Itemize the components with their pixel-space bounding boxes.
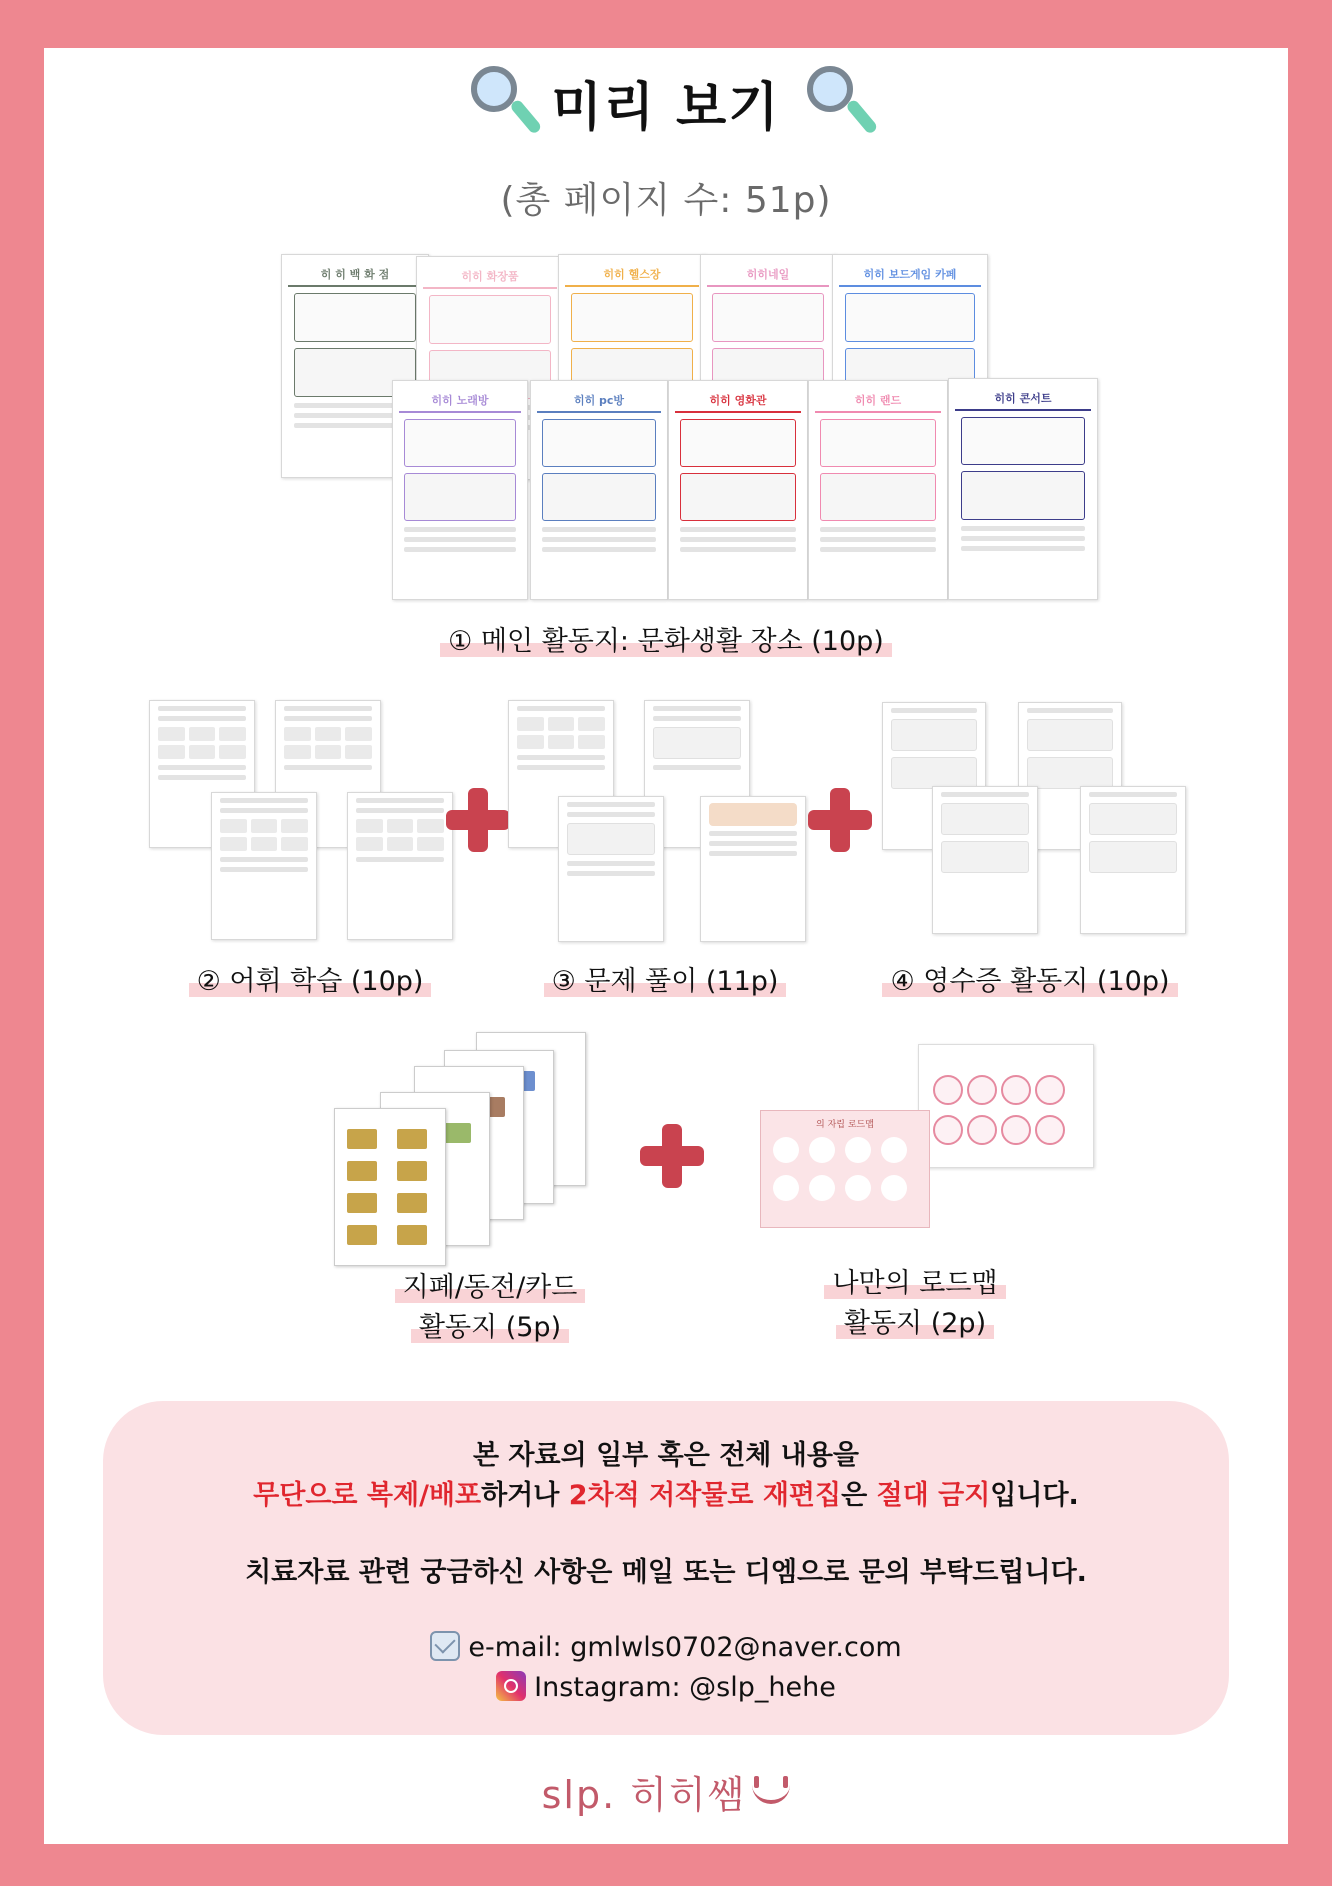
main-page-title: 히히 노래방 [399,389,521,413]
instagram-contact[interactable]: Instagram: @slp_hehe [103,1671,1229,1703]
receipt-page-thumbnail [932,786,1038,934]
main-page-title: 히 히 백 화 점 [288,263,422,287]
email-contact[interactable]: e-mail: gmlwls0702@naver.com [103,1631,1229,1663]
money-page-thumbnail [334,1108,446,1266]
plus-icon [640,1124,704,1188]
main-page-thumbnail [392,380,528,600]
smile-icon [752,1784,790,1804]
brand-signature: slp. 히히쌤 [0,1764,1332,1819]
page-title: 미리 보기 [551,77,781,138]
vocab-page-thumbnail [211,792,317,940]
magnifier-icon [803,62,865,142]
main-page-title: 히히 화장품 [423,265,557,289]
problem-page-thumbnail [558,796,664,942]
receipts-caption: ④ 영수증 활동지 (10p) [860,962,1200,1002]
main-page-title: 히히네일 [707,263,829,287]
main-page-title: 히히 pc방 [537,389,661,413]
roadmap-title: 의 자립 로드맵 [816,1120,874,1130]
plus-icon [446,788,510,852]
instagram-icon [496,1671,526,1701]
roadmap-caption: 나만의 로드맵 활동지 (2p) [790,1264,1040,1344]
roadmap-page-thumbnail [918,1044,1094,1168]
main-activity-caption: ① 메인 활동지: 문화생활 장소 (10p) [0,622,1332,662]
main-page-title: 히히 콘서트 [955,387,1091,411]
page-count-subtitle: (총 페이지 수: 51p) [500,180,832,221]
roadmap-page-thumbnail [760,1110,930,1228]
copyright-notice [103,1401,1229,1735]
main-page-thumbnail [948,378,1098,600]
main-page-thumbnail [808,380,948,600]
problems-caption: ③ 문제 풀이 (11p) [520,962,810,1002]
notice-line: 본 자료의 일부 혹은 전체 내용을 [472,1440,860,1471]
main-page-thumbnail [530,380,668,600]
main-page-title: 히히 헬스장 [565,263,699,287]
mail-icon [430,1631,460,1661]
main-page-title: 히히 랜드 [815,389,941,413]
main-page-thumbnail [668,380,808,600]
main-page-title: 히히 보드게임 카페 [839,263,981,287]
title-row [0,62,1332,142]
receipt-page-thumbnail [1080,786,1186,934]
magnifier-icon [467,62,529,142]
vocab-caption: ② 어휘 학습 (10p) [160,962,460,1002]
main-page-title: 히히 영화관 [675,389,801,413]
notice-line: 무단으로 복제/배포하거나 2차적 저작물로 재편집은 절대 금지입니다. [253,1480,1079,1511]
plus-icon [808,788,872,852]
money-caption: 지폐/동전/카드 활동지 (5p) [340,1268,640,1348]
problem-page-thumbnail [700,796,806,942]
vocab-page-thumbnail [347,792,453,940]
notice-line: 치료자료 관련 궁금하신 사항은 메일 또는 디엠으로 문의 부탁드립니다. [245,1557,1087,1588]
